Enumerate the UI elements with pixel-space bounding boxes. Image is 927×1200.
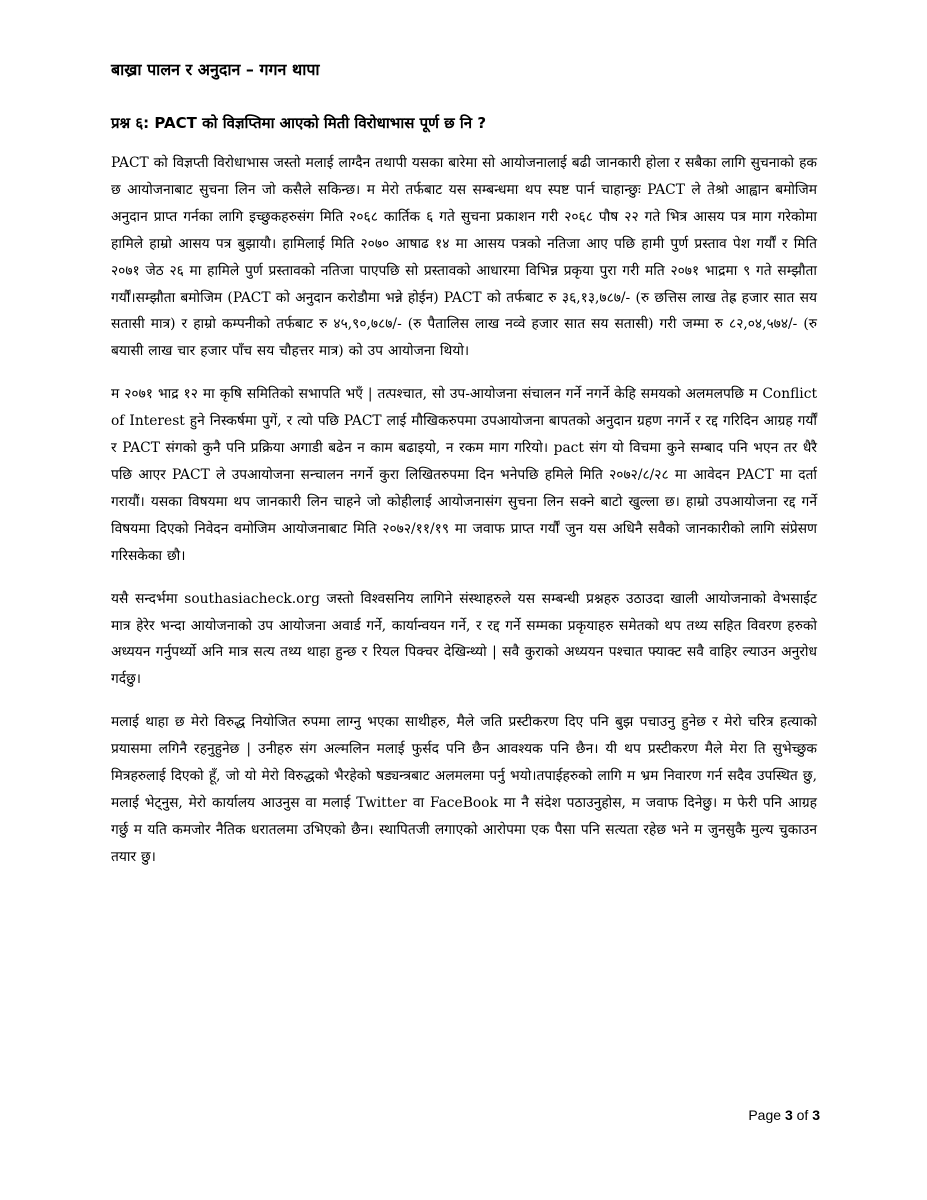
paragraph-2: म २०७१ भाद्र १२ मा कृषि समितिको सभापति भएँ | तत्पश्चात, सो उप-आयोजना संचालन गर्ने नगर्ने केहि समयको अलमलपछि म Conflict of Interest हुने निस्कर्षमा पुगें, र त्यो पछि PACT लाई मौखिकरुपमा उपआयोजना बापतको अनुदान ग्रहण नगर्ने र रद्द गरिदिन आग्रह गर्यौं र PACT संगको कुनै पनि प्रक्रिया अगाडी बढेन न काम बढाइयो, न रकम माग गरियो। pact संग यो विचमा कुने सम्बाद पनि भएन तर धैरै पछि आएर PACT ले उपआयोजना सन्चालन नगर्ने कुरा लिखितरुपमा दिन भनेपछि हमिले मिति २०७२/८/२८ मा आवेदन PACT मा दर्ता गरायौं। यसका विषयमा थप जानकारी लिन चाहने जो कोहीलाई आयोजनासंग सुचना लिन सक्ने बाटो खुल्ला छ। हाम्रो उपआयोजना रद्द गर्ने विषयमा दिएको निवेदन वमोजिम आयोजनाबाट मिति २०७२/११/१९ मा जवाफ प्राप्त गर्यौं जुन यस अधिनै सवैको जानकारीको लागि संप्रेसण गरिसकेका छौ। (111, 386, 817, 564)
paragraph-1: PACT को विज्ञप्ती विरोधाभास जस्तो मलाई लाग्दैन तथापी यसका बारेमा सो आयोजनालाई बढी जानकारी होला र सबैका लागि सुचनाको हक छ आयोजनाबाट सुचना लिन जो कसैले सकिन्छ। म मेरो तर्फबाट यस सम्बन्धमा थप स्पष्ट पार्न चाहान्छुः PACT ले तेश्रो आह्वान बमोजिम अनुदान प्राप्त गर्नका लागि इच्छुकहरुसंग मिति २०६८ कार्तिक ६ गते सुचना प्रकाशन गरी २०६८ पौष २२ गते भित्र आसय पत्र माग गरेकोमा हामिले हाम्रो आसय पत्र बुझायौ। हामिलाई मिति २०७० आषाढ १४ मा आसय पत्रको नतिजा आए पछि हामी पुर्ण प्रस्ताव पेश गर्यौं र मिति २०७१ जेठ २६ मा हामिले पुर्ण प्रस्तावको नतिजा पाएपछि सो प्रस्तावको आधारमा विभिन्न प्रकृया पुरा गरी मति २०७१ भाद्रमा ९ गते सम्झौता गर्यौं।सम्झौता बमोजिम (PACT को अनुदान करोडौमा भन्ने होईन) PACT को तर्फबाट रु ३६,१३,७८७/- (रु छत्तिस लाख तेह्र हजार सात सय सतासी मात्र) र हाम्रो कम्पनीको तर्फबाट रु ४५,९०,७८७/- (रु पैतालिस लाख नव्वे हजार सात सय सतासी) गरी जम्मा रु ८२,०४,५७४/- (रु बयासी लाख चार हजार पाँच सय चौहत्तर मात्र) को उप आयोजना थियो। (111, 155, 817, 360)
document-title: बाख्रा पालन र अनुदान – गगन थापा (111, 60, 320, 79)
page-number-footer (748, 1105, 820, 1125)
total-pages-number: 3 (812, 1107, 820, 1123)
paragraph-3: यसै सन्दर्भमा southasiacheck.org जस्तो विश्वसनिय लागिने संस्थाहरुले यस सम्बन्धी प्रश्नहरु उठाउदा खाली आयोजनाको वेभसाईट मात्र हेरेर भन्दा आयोजनाको उप आयोजना अवार्ड गर्ने, कार्यान्वयन गर्ने, र रद्द गर्ने सम्मका प्रकृयाहरु समेतको थप तथ्य सहित विवरण हरुको अध्ययन गर्नुपर्थ्यो अनि मात्र सत्य तथ्य थाहा हुन्छ र रियल पिक्चर देखिन्थ्यो | सवै कुराको अध्ययन पश्चात फ्याक्ट सवै वाहिर ल्याउन अनुरोध गर्दछु। (111, 590, 817, 688)
document-body (111, 150, 817, 871)
current-page-number: 3 (784, 1107, 793, 1123)
of-word: of (796, 1107, 809, 1123)
question-heading: प्रश्न ६: PACT को विज्ञप्तिमा आएको मिती विरोधाभास पूर्ण छ नि ? (111, 114, 487, 132)
paragraph-4: मलाई थाहा छ मेरो विरुद्ध नियोजित रुपमा लाग्नु भएका साथीहरु, मैले जति प्रस्टीकरण दिए पनि बुझ पचाउनु हुनेछ र मेरो चरित्र हत्याको प्रयासमा लगिनै रहनुहुनेछ | उनीहरु संग अल्मलिन मलाई फुर्सद पनि छैन आवश्यक पनि छैन। यी थप प्रस्टीकरण मैले मेरा ति सुभेच्छुक मित्रहरुलाई दिएको हूँ, जो यो मेरो विरुद्धको भैरहेको षड्यन्त्रबाट अलमलमा पर्नु भयो।तपाईहरुको लागि म भ्रम निवारण गर्न सदैव उपस्थित छु, मलाई भेट्नुस, मेरो कार्यालय आउनुस वा मलाई Twitter वा FaceBook मा नै संदेश पठाउनुहोस, म जवाफ दिनेछु। म फेरी पनि आग्रह गर्छु म यति कमजोर नैतिक धरातलमा उभिएको छैन। स्थापितजी लगाएको आरोपमा एक पैसा पनि सत्यता रहेछ भने म जुनसुकै मुल्य चुकाउन तयार छु। (111, 714, 817, 865)
page-word: Page (748, 1107, 782, 1123)
